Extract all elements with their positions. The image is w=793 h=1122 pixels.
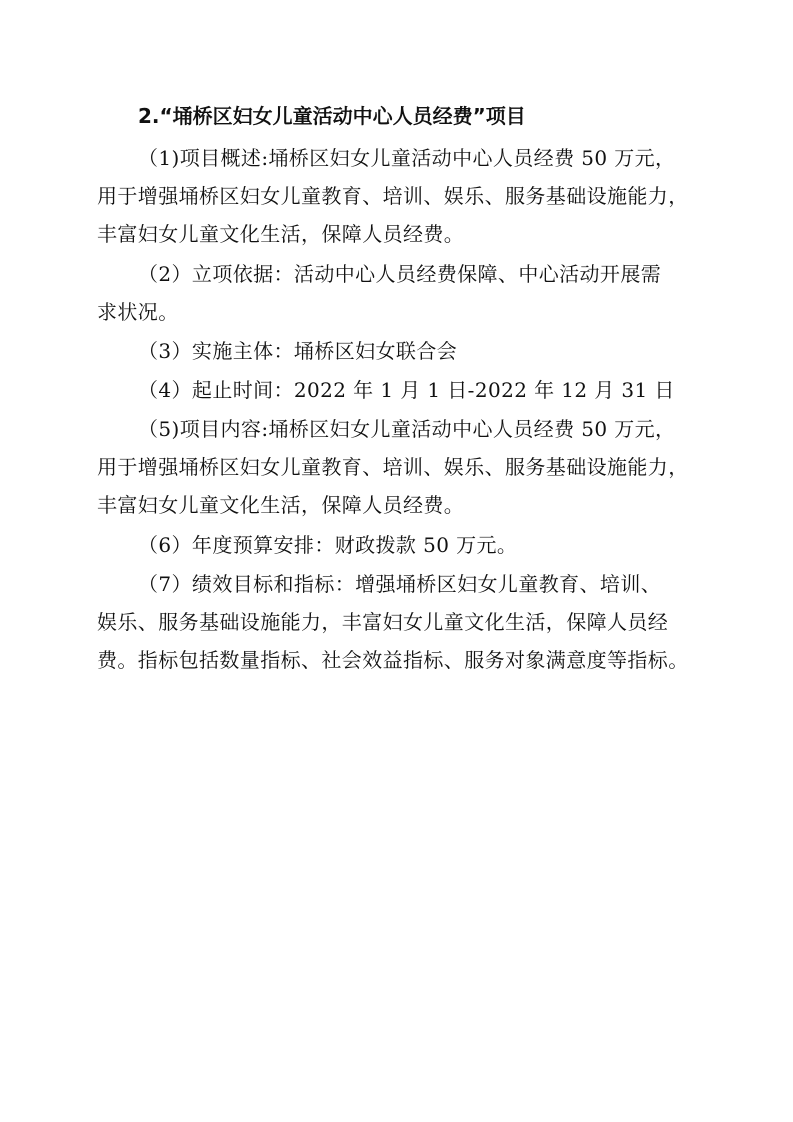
goals-line-1: （7）绩效目标和指标：增强埇桥区妇女儿童教育、培训、 <box>138 572 662 596</box>
budget-line: （6）年度预算安排：财政拨款 50 万元。 <box>138 533 518 557</box>
basis-line-2: 求状况。 <box>97 300 179 324</box>
content-line-3: 丰富妇女儿童文化生活，保障人员经费。 <box>97 493 465 517</box>
overview-line-1: （1)项目概述:埇桥区妇女儿童活动中心人员经费 50 万元， <box>138 146 676 170</box>
section-heading: 2.“埇桥区妇女儿童活动中心人员经费”项目 <box>138 104 526 128</box>
overview-line-2: 用于增强埇桥区妇女儿童教育、培训、娱乐、服务基础设施能力， <box>97 184 689 208</box>
basis-line-1: （2）立项依据：活动中心人员经费保障、中心活动开展需 <box>138 262 662 286</box>
content-line-1: （5)项目内容:埇桥区妇女儿童活动中心人员经费 50 万元， <box>138 417 676 441</box>
period-line: （4）起止时间：2022 年 1 月 1 日-2022 年 12 月 31 日 <box>138 378 675 402</box>
implementer-line: （3）实施主体：埇桥区妇女联合会 <box>138 339 458 363</box>
content-line-2: 用于增强埇桥区妇女儿童教育、培训、娱乐、服务基础设施能力， <box>97 455 689 479</box>
goals-line-2: 娱乐、服务基础设施能力，丰富妇女儿童文化生活，保障人员经 <box>97 610 669 634</box>
overview-line-3: 丰富妇女儿童文化生活，保障人员经费。 <box>97 222 465 246</box>
goals-line-3: 费。指标包括数量指标、社会效益指标、服务对象满意度等指标。 <box>97 648 689 672</box>
